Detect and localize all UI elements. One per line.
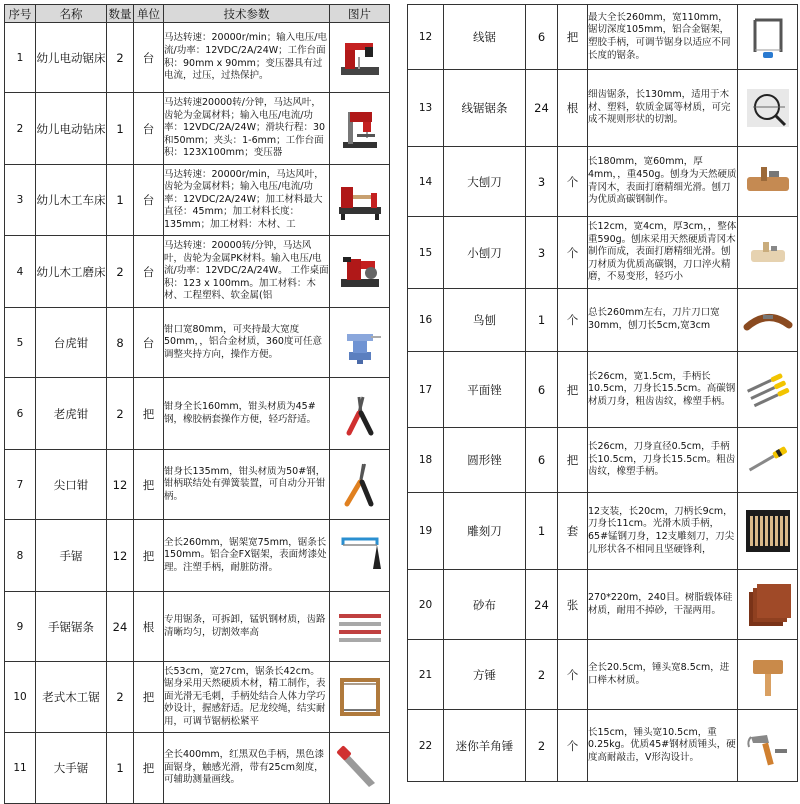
item-name: 线锯 [444,5,526,70]
item-specs-text: 全长260mm，锯架宽75mm，锯条长150mm。铝合金FX锯架，表面烤漆处理。注塑手柄，耐脏防滑。 [164,536,327,573]
item-specs [164,378,330,450]
round-file-icon [743,435,793,485]
item-specs [164,165,330,236]
item-unit: 张 [558,570,588,640]
item-unit: 把 [134,520,164,592]
item-name: 手锯 [36,520,107,592]
table-row [408,147,798,217]
table-row [408,570,798,640]
item-picture [330,308,390,378]
item-picture [738,217,798,289]
item-specs-text: 长26cm，宽1.5cm，手柄长10.5cm，刀身长15.5cm。高碳钢材质刀身，粗齿齿纹，橡塑手柄。 [588,370,736,407]
item-name: 台虎钳 [36,308,107,378]
item-unit: 个 [558,147,588,217]
item-name: 幼儿电动锯床 [36,23,107,93]
spokeshave-icon [743,295,793,345]
row-number: 15 [408,217,444,289]
grinder-icon [335,247,385,297]
needle-nose-pliers-icon [335,460,385,510]
item-unit: 个 [558,289,588,352]
item-unit: 台 [134,308,164,378]
header-picture: 图片 [330,5,390,23]
table-header-row [5,5,390,23]
row-number: 20 [408,570,444,640]
row-number: 18 [408,428,444,493]
hacksaw-icon [335,531,385,581]
table-row [408,493,798,570]
small-plane-icon [743,228,793,278]
item-unit: 把 [134,450,164,520]
item-quantity: 24 [526,570,558,640]
flat-file-icon [743,365,793,415]
item-specs [588,70,738,147]
item-name: 大刨刀 [444,147,526,217]
table-row [5,93,390,165]
item-unit: 根 [134,592,164,662]
item-specs [588,147,738,217]
table-row [408,5,798,70]
item-specs-text: 270*220m，240目。树脂载体硅材质，耐用不掉砂，干湿两用。 [588,591,733,616]
item-unit: 把 [558,428,588,493]
table-row [408,217,798,289]
spec-table-right [407,4,798,782]
header-unit: 单位 [134,5,164,23]
item-specs [164,23,330,93]
item-specs-text: 专用锯条，可拆卸，锰钒钢材质，齿路清晰均匀，切割效率高 [164,613,326,638]
item-specs-text: 12支装，长20cm，刀柄长9cm，刀身长11cm。光滑木质手柄，65#锰钢刀身，12支雕刻刀，刀尖儿形状各不相同且坚硬锋利， [588,505,735,555]
item-specs [588,428,738,493]
item-specs-text: 钳口宽80mm，可夹持最大宽度50mm，，铝合金材质，360度可任意调整夹持方向，操作方便。 [164,323,322,360]
item-name: 幼儿电动钻床 [36,93,107,165]
header-qty: 数量 [108,6,132,21]
item-quantity: 3 [526,147,558,217]
item-unit: 个 [558,640,588,710]
row-number: 14 [408,147,444,217]
item-quantity: 8 [107,308,134,378]
item-unit: 套 [558,493,588,570]
item-specs [588,217,738,289]
table-row [5,520,390,592]
row-number: 3 [5,165,36,236]
table-row [5,378,390,450]
item-unit: 台 [134,93,164,165]
item-unit: 个 [558,217,588,289]
item-quantity: 1 [107,733,134,804]
row-number: 22 [408,710,444,782]
item-specs [588,710,738,782]
item-name: 幼儿木工车床 [36,165,107,236]
item-specs [164,733,330,804]
item-specs-text: 马达转速：20000r/min；输入电压/电流/功率：12VDC/2A/24W；工作台面积：90mm x 90mm；变压器具有过电流，过压，过热保护。 [164,32,327,82]
item-picture [738,5,798,70]
item-quantity: 3 [526,217,558,289]
item-name: 圆形锉 [444,428,526,493]
table-row [408,428,798,493]
item-unit: 个 [558,710,588,782]
item-picture [738,640,798,710]
item-quantity: 1 [526,289,558,352]
item-quantity: 2 [107,236,134,308]
row-number: 1 [5,23,36,93]
item-specs [164,93,330,165]
large-plane-icon [743,157,793,207]
item-picture [330,23,390,93]
mallet-icon [743,650,793,700]
item-quantity: 2 [107,662,134,733]
table-row [5,308,390,378]
wire-saw-blades-icon [743,83,793,133]
item-picture [330,378,390,450]
row-number: 13 [408,70,444,147]
table-row [5,592,390,662]
row-number: 10 [5,662,36,733]
item-specs [588,640,738,710]
table-row [5,236,390,308]
item-quantity: 1 [107,165,134,236]
row-number: 12 [408,5,444,70]
item-specs-text: 马达转速20000转/分钟，马达风叶，齿轮为金属材料；输入电压/电流/功率：12VDC/2A/24W；滑块行程：30和50mm；夹头：1-6mm；工作台面积：123X100mm；变压器 [164,97,326,159]
item-name: 手锯锯条 [36,592,107,662]
item-unit: 把 [558,5,588,70]
item-specs [164,662,330,733]
table-row [5,733,390,804]
item-picture [738,710,798,782]
item-specs [164,450,330,520]
item-picture [738,289,798,352]
coping-saw-icon [743,12,793,62]
table-row [5,165,390,236]
row-number: 9 [5,592,36,662]
item-specs [164,592,330,662]
item-unit: 把 [134,733,164,804]
frame-saw-icon [335,672,385,722]
table-row [408,640,798,710]
row-number: 6 [5,378,36,450]
item-specs-text: 最大全长260mm，宽110mm，锯切深度105mm，铝合金锯架，塑胶手柄，可调节锯身以适应不同长度的锯条。 [588,11,731,61]
item-quantity: 1 [107,93,134,165]
item-name: 方锤 [444,640,526,710]
row-number: 7 [5,450,36,520]
item-picture [330,450,390,520]
item-unit: 根 [558,70,588,147]
item-name: 尖口钳 [36,450,107,520]
item-name: 雕刻刀 [444,493,526,570]
item-specs-text: 马达转速：20000转/分钟，马达风叶，齿轮为金属PK材料。输入电压/电流/功率：12VDC/2A/24W。 工作桌面积：123 x 100mm。加工材料：木材、工程塑料、软金属(铝 [164,240,329,302]
row-number: 19 [408,493,444,570]
item-quantity: 2 [526,640,558,710]
wood-lathe-icon [335,175,385,225]
row-number: 5 [5,308,36,378]
item-name: 老式木工锯 [36,662,107,733]
item-picture [738,352,798,428]
item-name: 幼儿木工磨床 [36,236,107,308]
row-number: 16 [408,289,444,352]
item-unit: 把 [134,662,164,733]
item-quantity: 12 [107,520,134,592]
header-params: 技术参数 [164,5,330,23]
item-name: 小刨刀 [444,217,526,289]
item-specs-text: 长26cm，刀身直径0.5cm，手柄长10.5cm，刀身长15.5cm。粗齿齿纹，橡塑手柄。 [588,441,736,478]
item-specs-text: 细齿锯条，长130mm，适用于木材、塑料，软质金属等材质，可完成不规则形状的切割。 [588,89,731,126]
item-unit: 台 [134,23,164,93]
row-number: 21 [408,640,444,710]
item-name: 砂布 [444,570,526,640]
item-specs-text: 马达转速：20000r/min，马达风叶，齿轮为金属材料；输入电压/电流/功率：12VDC/2A/24W；加工材料最大直径：45mm；加工材料长度：135mm；加工材料：木材、工 [164,168,324,230]
item-picture [330,236,390,308]
header-no: 序号 [5,5,36,23]
item-picture [330,520,390,592]
item-specs-text: 长12cm，宽4cm，厚3cm，，整体重590g。刨床采用天然硬质青冈木制作而成，表面打磨精细光滑。刨刀材质为优质高碳钢，刀口淬火精磨，不易变形，轻巧小 [588,221,737,283]
item-quantity: 2 [107,378,134,450]
table-row [408,710,798,782]
item-specs [588,493,738,570]
item-picture [738,147,798,217]
item-quantity: 24 [526,70,558,147]
item-specs [588,570,738,640]
item-quantity: 2 [107,23,134,93]
row-number: 17 [408,352,444,428]
item-name: 迷你羊角锤 [444,710,526,782]
item-specs-text: 钳身长135mm，钳头材质为50#钢，钳柄联结处有弹簧装置，可自动分开钳柄。 [164,465,326,502]
item-picture [330,93,390,165]
spec-table-left [4,4,390,804]
row-number: 2 [5,93,36,165]
item-picture [330,592,390,662]
item-quantity: 2 [526,710,558,782]
item-specs [588,352,738,428]
table-row [5,23,390,93]
row-number: 8 [5,520,36,592]
table-row [5,662,390,733]
row-number: 4 [5,236,36,308]
table-row [408,352,798,428]
item-specs-text: 钳身全长160mm，钳头材质为45#钢，橡胶柄套操作方便，轻巧舒适。 [164,400,317,425]
item-quantity: 6 [526,428,558,493]
item-name: 鸟刨 [444,289,526,352]
item-specs [164,308,330,378]
item-name: 大手锯 [36,733,107,804]
row-number: 11 [5,733,36,804]
item-picture [738,570,798,640]
item-name: 线锯锯条 [444,70,526,147]
item-specs-text: 全长20.5cm，锤头宽8.5cm，进口榉木材质。 [588,661,730,686]
item-unit: 台 [134,236,164,308]
item-quantity: 6 [526,352,558,428]
item-quantity: 12 [107,450,134,520]
table-row [408,70,798,147]
jigsaw-machine-icon [335,33,385,83]
item-quantity: 24 [107,592,134,662]
table-row [5,450,390,520]
item-name: 老虎钳 [36,378,107,450]
item-picture [738,428,798,493]
item-specs [164,520,330,592]
item-picture [330,733,390,804]
saw-blades-icon [335,602,385,652]
item-unit: 把 [558,352,588,428]
item-specs-text: 长180mm，宽60mm，厚4mm，，重450g。刨身为天然硬质青冈木，表面打磨精细光滑。刨刀为优质高碳钢制作。 [588,156,737,206]
table-row [408,289,798,352]
item-picture [330,165,390,236]
item-specs-text: 长53cm，宽27cm，锯条长42cm。锯身采用天然硬质木材，精工制作，表面光滑无毛刺，手柄处结合人体力学巧妙设计，握感舒适。尼龙绞绳，结实耐用，可调节锯柄松紧平 [164,665,326,727]
claw-hammer-icon [743,721,793,771]
item-picture [738,493,798,570]
item-quantity: 6 [526,5,558,70]
item-name: 平面锉 [444,352,526,428]
bench-vise-icon [335,318,385,368]
drill-press-icon [335,104,385,154]
item-specs [164,236,330,308]
item-specs-text: 长15cm，锤头宽10.5cm，重0.25kg。优质45#钢材质锤头，硬度高耐敲击，V形沟设计。 [588,726,736,763]
hand-saw-icon [335,743,385,793]
item-unit: 台 [134,165,164,236]
item-specs [588,5,738,70]
item-specs-text: 总长260mm左右，刀片刀口宽30mm，刨刀长5cm,宽3cm [588,307,720,331]
pliers-icon [335,389,385,439]
header-name: 名称 [36,5,107,23]
item-specs-text: 全长400mm，红黑双色手柄，黑色漆面锯身，触感光滑，带有25cm刻度，可辅助测量画线。 [164,749,325,786]
carving-knife-set-icon [743,506,793,556]
item-picture [330,662,390,733]
item-specs [588,289,738,352]
item-picture [738,70,798,147]
sandpaper-icon [743,580,793,630]
item-quantity: 1 [526,493,558,570]
item-unit: 把 [134,378,164,450]
